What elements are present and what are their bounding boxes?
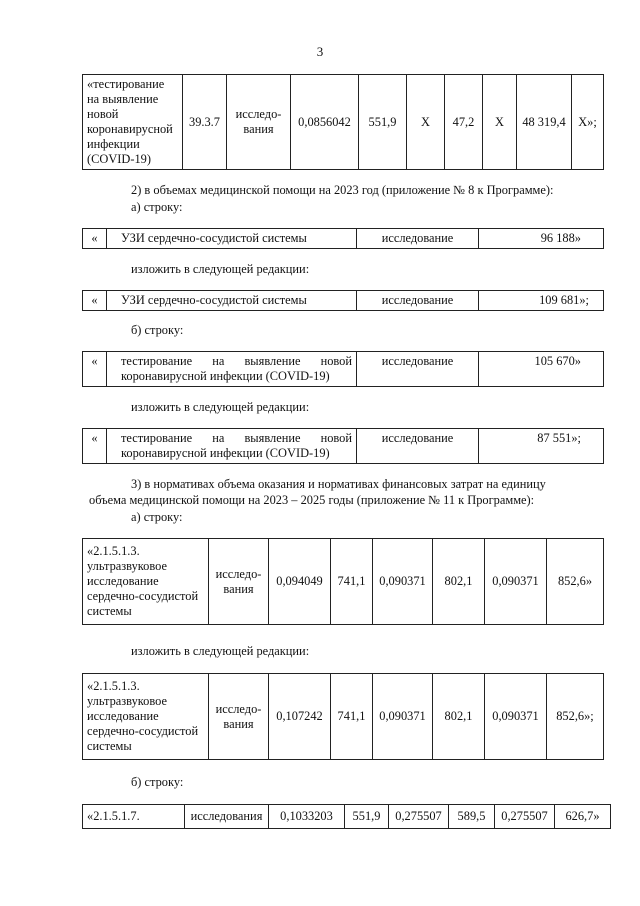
value-cell: 0,094049 — [269, 539, 331, 625]
unit-cell: исследо- вания — [209, 539, 269, 625]
code-cell: 39.3.7 — [183, 75, 227, 170]
value-cell: 109 681»; — [479, 291, 604, 311]
service-name-cell: УЗИ сердечно-сосудистой системы — [107, 229, 357, 249]
service-name-cell: «2.1.5.1.3. ультразвуковое исследование сердечно-сосудистой системы — [83, 674, 209, 760]
service-name-line-1: тестирование на выявление новой — [121, 431, 352, 445]
service-name-line-1: тестирование на выявление новой — [121, 354, 352, 368]
unit-cell: исследование — [357, 429, 479, 464]
unit-cell: исследо- вания — [209, 674, 269, 760]
service-name-line-2: коронавирусной инфекции (COVID-19) — [121, 446, 330, 460]
value-cell: X — [407, 75, 445, 170]
service-name-cell — [107, 352, 357, 387]
paragraph-3b: б) строку: — [131, 775, 184, 789]
value-cell: 0,0856042 — [291, 75, 359, 170]
unit-cell: исследование — [357, 352, 479, 387]
value-cell: 551,9 — [345, 805, 389, 829]
paragraph-replace-2: изложить в следующей редакции: — [131, 400, 310, 414]
table-norm-old — [82, 538, 604, 625]
value-cell: 852,6»; — [547, 674, 604, 760]
service-name-line-2: коронавирусной инфекции (COVID-19) — [121, 369, 330, 383]
table-uzi-old — [82, 228, 604, 249]
value-cell: 0,1033203 — [269, 805, 345, 829]
table-covid-row — [82, 74, 604, 170]
value-cell: 0,090371 — [485, 674, 547, 760]
paragraph-3-line-1: 3) в нормативах объема оказания и нормативах финансовых затрат на единицу — [131, 477, 546, 491]
value-cell: 105 670» — [479, 352, 604, 387]
value-cell: 802,1 — [433, 539, 485, 625]
service-name-cell: «2.1.5.1.7. — [83, 805, 185, 829]
value-cell: 0,107242 — [269, 674, 331, 760]
value-cell: 589,5 — [449, 805, 495, 829]
page-number: 3 — [316, 44, 324, 59]
value-cell: X»; — [572, 75, 604, 170]
value-cell: 0,090371 — [373, 674, 433, 760]
service-name-cell: «2.1.5.1.3. ультразвуковое исследование сердечно-сосудистой системы — [83, 539, 209, 625]
paragraph-3-line-2: объема медицинской помощи на 2023 – 2025 годы (приложение № 11 к Программе): — [89, 493, 535, 507]
value-cell: 551,9 — [359, 75, 407, 170]
paragraph-replace-3: изложить в следующей редакции: — [131, 644, 310, 658]
table-covid-new — [82, 428, 604, 464]
value-cell: 0,090371 — [373, 539, 433, 625]
unit-cell: исследования — [185, 805, 269, 829]
table-covid-old — [82, 351, 604, 387]
paragraph-2a: а) строку: — [131, 200, 183, 214]
value-cell: 0,090371 — [485, 539, 547, 625]
value-cell: 741,1 — [331, 539, 373, 625]
value-cell: 0,275507 — [389, 805, 449, 829]
table-uzi-new — [82, 290, 604, 311]
value-cell: 47,2 — [445, 75, 483, 170]
unit-cell: исследо- вания — [227, 75, 291, 170]
paragraph-replace-1: изложить в следующей редакции: — [131, 262, 310, 276]
service-name-cell — [107, 429, 357, 464]
value-cell: 852,6» — [547, 539, 604, 625]
paragraph-2b: б) строку: — [131, 323, 184, 337]
quote-cell: « — [83, 352, 107, 387]
unit-cell: исследование — [357, 229, 479, 249]
paragraph-3a: а) строку: — [131, 510, 183, 524]
value-cell: 626,7» — [555, 805, 611, 829]
quote-cell: « — [83, 291, 107, 311]
table-norm-2 — [82, 804, 611, 829]
value-cell: 48 319,4 — [517, 75, 572, 170]
value-cell: 802,1 — [433, 674, 485, 760]
unit-cell: исследование — [357, 291, 479, 311]
quote-cell: « — [83, 229, 107, 249]
value-cell: 0,275507 — [495, 805, 555, 829]
value-cell: 96 188» — [479, 229, 604, 249]
table-norm-new — [82, 673, 604, 760]
service-name-cell: УЗИ сердечно-сосудистой системы — [107, 291, 357, 311]
quote-cell: « — [83, 429, 107, 464]
paragraph-2: 2) в объемах медицинской помощи на 2023 год (приложение № 8 к Программе): — [131, 183, 554, 197]
service-name-cell: «тестирование на выявление новой коронавирусной инфекции (COVID-19) — [83, 75, 183, 170]
value-cell: 741,1 — [331, 674, 373, 760]
value-cell: X — [483, 75, 517, 170]
value-cell: 87 551»; — [479, 429, 604, 464]
